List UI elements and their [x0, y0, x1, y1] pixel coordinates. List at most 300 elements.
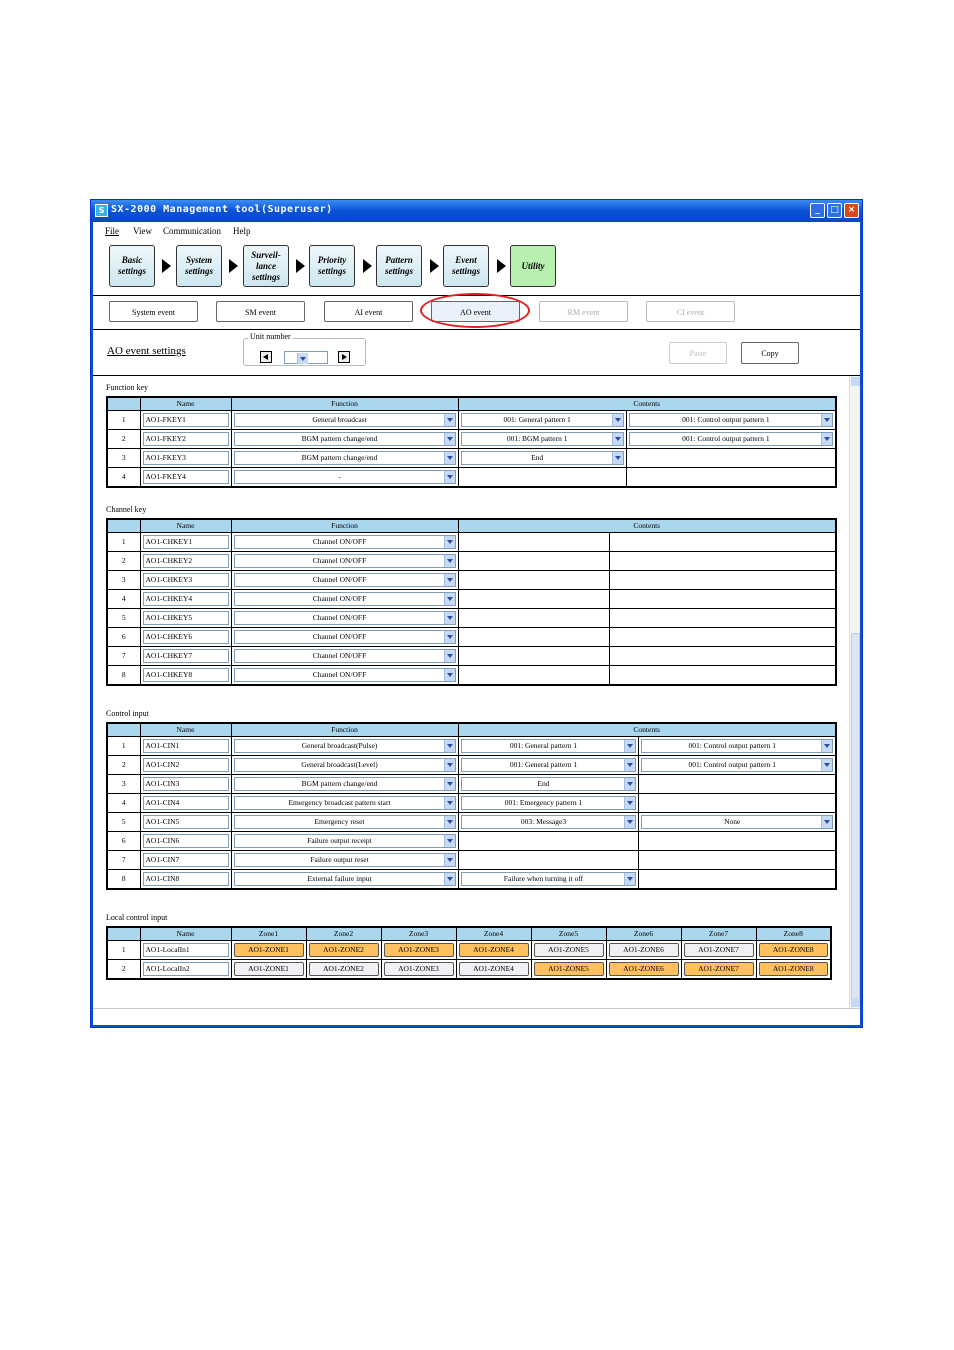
row-number: 1: [107, 736, 140, 755]
chevron-down-icon: [612, 452, 623, 464]
function-select[interactable]: General broadcast: [234, 413, 456, 427]
function-select[interactable]: Channel ON/OFF: [234, 611, 456, 625]
table-row: [107, 551, 836, 570]
zone-toggle-button[interactable]: AO1-ZONE3: [384, 943, 454, 957]
col-contents: Contents: [458, 519, 836, 532]
name-input[interactable]: AO1-FKEY1: [143, 413, 229, 427]
contents-select-2[interactable]: 001: Control output pattern 1: [629, 413, 833, 427]
contents-cell-2: [626, 410, 836, 429]
vertical-scrollbar[interactable]: [849, 376, 860, 1008]
contents-select-1[interactable]: 001: Emergency pattern 1: [461, 796, 637, 810]
section-function-key: Function key: [106, 383, 148, 392]
tab-ai-event[interactable]: AI event: [324, 301, 413, 322]
name-cell: [140, 532, 231, 551]
name-cell: [140, 627, 231, 646]
row-number: 2: [107, 429, 140, 448]
name-input[interactable]: AO1-CHKEY8: [143, 668, 229, 682]
contents-cell-1: [458, 570, 609, 589]
contents-cell-1: [458, 410, 626, 429]
name-cell: [140, 410, 231, 429]
name-input[interactable]: AO1-CHKEY7: [143, 649, 229, 663]
tab-system-event[interactable]: System event: [109, 301, 198, 322]
zone-cell: [606, 959, 681, 979]
contents-select-1[interactable]: 001: BGM pattern 1: [461, 432, 624, 446]
col-name: Name: [140, 397, 231, 410]
function-cell: [231, 570, 458, 589]
settings-bar: [93, 330, 860, 376]
name-input[interactable]: AO1-CHKEY1: [143, 535, 229, 549]
zone-toggle-button[interactable]: AO1-ZONE8: [759, 962, 829, 976]
step-pattern-settings[interactable]: Pattern settings: [376, 245, 422, 287]
paste-button[interactable]: Paste: [669, 342, 727, 364]
maximize-button[interactable]: □: [827, 203, 842, 218]
name-input[interactable]: AO1-CIN2: [143, 758, 229, 772]
chevron-down-icon: [444, 797, 455, 809]
table-row: [107, 410, 836, 429]
menu-communication[interactable]: Communication: [163, 226, 221, 236]
function-select[interactable]: -: [234, 470, 456, 484]
row-number: 4: [107, 793, 140, 812]
name-cell: [140, 551, 231, 570]
function-cell: [231, 608, 458, 627]
table-row: [107, 774, 836, 793]
table-row: [107, 793, 836, 812]
contents-cell-2: [609, 608, 836, 627]
table-row: [107, 959, 831, 979]
col-zone: Zone1: [231, 927, 306, 940]
chevron-down-icon: [444, 433, 455, 445]
function-select[interactable]: Channel ON/OFF: [234, 535, 456, 549]
name-input[interactable]: AO1-CHKEY6: [143, 630, 229, 644]
contents-cell-2: [609, 646, 836, 665]
client-area: [93, 222, 860, 1025]
workflow-steps: [93, 239, 860, 296]
row-number: 8: [107, 665, 140, 685]
contents-cell-2: [639, 869, 836, 889]
function-cell: [231, 850, 458, 869]
row-number: 3: [107, 570, 140, 589]
name-input[interactable]: AO1-CHKEY2: [143, 554, 229, 568]
contents-select-2[interactable]: 001: Control output pattern 1: [629, 432, 833, 446]
arrow-right-icon: [162, 259, 171, 273]
contents-select-1[interactable]: 003: Message3: [461, 815, 637, 829]
function-select[interactable]: Channel ON/OFF: [234, 668, 456, 682]
contents-cell-2: [639, 831, 836, 850]
contents-cell-2: [639, 736, 836, 755]
copy-button[interactable]: Copy: [741, 342, 799, 364]
zone-toggle-button[interactable]: AO1-ZONE2: [309, 943, 379, 957]
zone-toggle-button[interactable]: AO1-ZONE5: [534, 943, 604, 957]
contents-cell-2: [609, 570, 836, 589]
row-number: 7: [107, 646, 140, 665]
chevron-down-icon: [444, 740, 455, 752]
function-select[interactable]: Emergency reset: [234, 815, 456, 829]
contents-select-1[interactable]: End: [461, 777, 637, 791]
step-utility[interactable]: Utility: [510, 245, 556, 287]
function-cell: [231, 646, 458, 665]
col-zone: Zone2: [306, 927, 381, 940]
table-row: [107, 940, 831, 959]
function-cell: [231, 831, 458, 850]
function-cell: [231, 774, 458, 793]
arrow-right-icon: [363, 259, 372, 273]
contents-cell-2: [609, 532, 836, 551]
col-zone: Zone3: [381, 927, 456, 940]
name-input[interactable]: AO1-LocalIn1: [143, 943, 229, 957]
local-control-table: [106, 926, 832, 980]
control-input-table: [106, 722, 837, 890]
name-input[interactable]: AO1-CIN6: [143, 834, 229, 848]
function-cell: [231, 812, 458, 831]
contents-cell-1: [458, 589, 609, 608]
arrow-right-icon: [497, 259, 506, 273]
name-input[interactable]: AO1-FKEY2: [143, 432, 229, 446]
zone-toggle-button[interactable]: AO1-ZONE1: [234, 943, 304, 957]
row-number: 2: [107, 755, 140, 774]
row-number: 1: [107, 940, 140, 959]
contents-cell-1: [458, 551, 609, 570]
table-header: [107, 723, 836, 736]
highlight-ring: [420, 293, 530, 328]
chevron-down-icon: [444, 669, 455, 681]
minimize-button[interactable]: _: [810, 203, 825, 218]
chevron-down-icon: [444, 650, 455, 662]
name-input[interactable]: AO1-CIN4: [143, 796, 229, 810]
function-select[interactable]: Channel ON/OFF: [234, 630, 456, 644]
function-cell: [231, 467, 458, 487]
title-bar[interactable]: [91, 200, 862, 222]
zone-cell: [756, 959, 831, 979]
tab-ci-event[interactable]: CI event: [646, 301, 735, 322]
name-cell: [140, 869, 231, 889]
contents-select-1[interactable]: 001: General pattern 1: [461, 739, 637, 753]
chevron-down-icon: [821, 740, 832, 752]
chevron-down-icon: [821, 759, 832, 771]
row-number: 1: [107, 532, 140, 551]
table-row: [107, 831, 836, 850]
col-function: Function: [231, 397, 458, 410]
arrow-right-icon: [229, 259, 238, 273]
name-cell: [140, 448, 231, 467]
name-input[interactable]: AO1-CHKEY5: [143, 611, 229, 625]
name-cell: [140, 608, 231, 627]
contents-cell-1: [458, 812, 639, 831]
contents-cell-2: [609, 627, 836, 646]
name-input[interactable]: AO1-CHKEY4: [143, 592, 229, 606]
unit-number-select[interactable]: [284, 351, 328, 364]
name-cell: [140, 467, 231, 487]
col-no: [107, 397, 140, 410]
name-input[interactable]: AO1-CIN8: [143, 872, 229, 886]
tab-ao-event[interactable]: AO event: [431, 301, 520, 322]
arrow-right-icon: [430, 259, 439, 273]
zone-toggle-button[interactable]: AO1-ZONE6: [609, 943, 679, 957]
chevron-down-icon: [444, 873, 455, 885]
contents-cell-1: [458, 429, 626, 448]
row-number: 8: [107, 869, 140, 889]
col-name: Name: [140, 927, 231, 940]
table-header: [107, 397, 836, 410]
section-channel-key: Channel key: [106, 505, 147, 514]
function-select[interactable]: Failure output reset: [234, 853, 456, 867]
table-row: [107, 627, 836, 646]
col-name: Name: [140, 723, 231, 736]
function-select[interactable]: Failure output receipt: [234, 834, 456, 848]
step-event-settings[interactable]: Event settings: [443, 245, 489, 287]
table-row: [107, 755, 836, 774]
contents-select-2[interactable]: 001: Control output pattern 1: [641, 739, 833, 753]
chevron-down-icon: [821, 414, 832, 426]
zone-toggle-button[interactable]: AO1-ZONE5: [534, 962, 604, 976]
col-name: Name: [140, 519, 231, 532]
table-row: [107, 736, 836, 755]
contents-cell-1: [458, 736, 639, 755]
function-cell: [231, 532, 458, 551]
function-select[interactable]: BGM pattern change/end: [234, 777, 456, 791]
step-system-settings[interactable]: System settings: [176, 245, 222, 287]
row-number: 3: [107, 774, 140, 793]
contents-cell-1: [458, 448, 626, 467]
zone-cell: [381, 940, 456, 959]
name-input[interactable]: AO1-CIN1: [143, 739, 229, 753]
contents-cell-1: [458, 467, 626, 487]
zone-cell: [231, 959, 306, 979]
function-select[interactable]: General broadcast(Pulse): [234, 739, 456, 753]
contents-cell-2: [626, 467, 836, 487]
name-input[interactable]: AO1-CIN3: [143, 777, 229, 791]
name-input[interactable]: AO1-FKEY4: [143, 470, 229, 484]
contents-cell-1: [458, 755, 639, 774]
window-title: SX-2000 Management tool(Superuser): [111, 204, 333, 215]
contents-cell-1: [458, 793, 639, 812]
name-cell: [140, 959, 231, 979]
zone-toggle-button[interactable]: AO1-ZONE4: [459, 943, 529, 957]
function-cell: [231, 869, 458, 889]
unit-prev-button[interactable]: [260, 351, 272, 363]
settings-content: [93, 376, 849, 1008]
function-cell: [231, 755, 458, 774]
tab-sm-event[interactable]: SM event: [216, 301, 305, 322]
col-function: Function: [231, 723, 458, 736]
zone-toggle-button[interactable]: AO1-ZONE2: [309, 962, 379, 976]
col-function: Function: [231, 519, 458, 532]
function-select[interactable]: Channel ON/OFF: [234, 554, 456, 568]
contents-select-1[interactable]: End: [461, 451, 624, 465]
table-row: [107, 429, 836, 448]
row-number: 1: [107, 410, 140, 429]
name-input[interactable]: AO1-CHKEY3: [143, 573, 229, 587]
row-number: 6: [107, 831, 140, 850]
menu-view[interactable]: View: [133, 226, 152, 236]
col-zone: Zone7: [681, 927, 756, 940]
step-basic-settings[interactable]: Basic settings: [109, 245, 155, 287]
chevron-down-icon: [624, 778, 635, 790]
contents-cell-1: [458, 850, 639, 869]
function-key-table: [106, 396, 837, 488]
contents-cell-1: [458, 774, 639, 793]
contents-cell-1: [458, 646, 609, 665]
name-cell: [140, 429, 231, 448]
chevron-down-icon: [821, 816, 832, 828]
contents-cell-2: [609, 665, 836, 685]
chevron-down-icon: [444, 778, 455, 790]
function-cell: [231, 448, 458, 467]
zone-cell: [456, 959, 531, 979]
name-cell: [140, 850, 231, 869]
app-icon: S: [95, 204, 108, 217]
col-zone: Zone8: [756, 927, 831, 940]
unit-number-group: [243, 332, 366, 366]
chevron-down-icon: [821, 433, 832, 445]
zone-cell: [306, 940, 381, 959]
name-cell: [140, 589, 231, 608]
chevron-down-icon: [444, 452, 455, 464]
step-priority-settings[interactable]: Priority settings: [309, 245, 355, 287]
step-surveillance-settings[interactable]: Surveil-lance settings: [243, 245, 289, 287]
chevron-down-icon: [444, 536, 455, 548]
menu-bar: [93, 222, 860, 238]
zone-cell: [681, 959, 756, 979]
name-input[interactable]: AO1-CIN7: [143, 853, 229, 867]
zone-toggle-button[interactable]: AO1-ZONE3: [384, 962, 454, 976]
name-cell: [140, 570, 231, 589]
col-contents: Contents: [458, 723, 836, 736]
contents-cell-2: [626, 429, 836, 448]
function-select[interactable]: General broadcast(Level): [234, 758, 456, 772]
status-bar: [93, 1008, 860, 1025]
function-select[interactable]: External failure input: [234, 872, 456, 886]
row-number: 4: [107, 467, 140, 487]
chevron-down-icon: [444, 574, 455, 586]
table-row: [107, 532, 836, 551]
zone-toggle-button[interactable]: AO1-ZONE7: [684, 962, 754, 976]
name-cell: [140, 831, 231, 850]
contents-select-1[interactable]: 001: General pattern 1: [461, 413, 624, 427]
function-select[interactable]: Channel ON/OFF: [234, 573, 456, 587]
channel-key-table: [106, 518, 837, 686]
table-row: [107, 850, 836, 869]
col-zone: Zone6: [606, 927, 681, 940]
menu-file[interactable]: File: [105, 226, 120, 236]
name-cell: [140, 812, 231, 831]
scroll-down-icon[interactable]: [851, 998, 860, 1007]
name-input[interactable]: AO1-LocalIn2: [143, 962, 229, 976]
contents-cell-2: [639, 774, 836, 793]
contents-cell-1: [458, 532, 609, 551]
zone-cell: [381, 959, 456, 979]
chevron-down-icon: [297, 353, 308, 364]
menu-help[interactable]: Help: [233, 226, 251, 236]
row-number: 7: [107, 850, 140, 869]
contents-select-2[interactable]: None: [641, 815, 833, 829]
unit-number-label: Unit number: [250, 332, 291, 341]
chevron-down-icon: [624, 759, 635, 771]
contents-cell-1: [458, 608, 609, 627]
col-contents: Contents: [458, 397, 836, 410]
row-number: 3: [107, 448, 140, 467]
function-cell: [231, 429, 458, 448]
function-cell: [231, 665, 458, 685]
chevron-down-icon: [444, 816, 455, 828]
contents-cell-2: [626, 448, 836, 467]
table-row: [107, 570, 836, 589]
arrow-right-icon: [296, 259, 305, 273]
table-row: [107, 589, 836, 608]
unit-next-button[interactable]: [338, 351, 350, 363]
function-cell: [231, 627, 458, 646]
contents-select-1[interactable]: 001: General pattern 1: [461, 758, 637, 772]
name-cell: [140, 793, 231, 812]
name-cell: [140, 940, 231, 959]
zone-cell: [606, 940, 681, 959]
row-number: 2: [107, 959, 140, 979]
chevron-down-icon: [444, 835, 455, 847]
close-button[interactable]: ×: [844, 203, 859, 218]
name-input[interactable]: AO1-FKEY3: [143, 451, 229, 465]
contents-cell-1: [458, 869, 639, 889]
chevron-down-icon: [444, 593, 455, 605]
scroll-thumb[interactable]: [851, 633, 860, 1003]
tab-rm-event[interactable]: RM event: [539, 301, 628, 322]
function-cell: [231, 551, 458, 570]
function-select[interactable]: BGM pattern change/end: [234, 432, 456, 446]
name-cell: [140, 736, 231, 755]
function-select[interactable]: Channel ON/OFF: [234, 592, 456, 606]
table-header: [107, 519, 836, 532]
zone-toggle-button[interactable]: AO1-ZONE6: [609, 962, 679, 976]
section-local-control-input: Local control input: [106, 913, 168, 922]
function-cell: [231, 793, 458, 812]
function-select[interactable]: Channel ON/OFF: [234, 649, 456, 663]
function-select[interactable]: Emergency broadcast pattern start: [234, 796, 456, 810]
col-no: [107, 519, 140, 532]
table-header: [107, 927, 831, 940]
zone-toggle-button[interactable]: AO1-ZONE8: [759, 943, 829, 957]
scroll-up-icon[interactable]: [851, 377, 860, 386]
table-row: [107, 812, 836, 831]
chevron-down-icon: [444, 854, 455, 866]
contents-select-2[interactable]: 001: Control output pattern 1: [641, 758, 833, 772]
row-number: 2: [107, 551, 140, 570]
function-cell: [231, 736, 458, 755]
table-row: [107, 646, 836, 665]
zone-toggle-button[interactable]: AO1-ZONE1: [234, 962, 304, 976]
zone-toggle-button[interactable]: AO1-ZONE7: [684, 943, 754, 957]
row-number: 6: [107, 627, 140, 646]
col-zone: Zone4: [456, 927, 531, 940]
zone-cell: [531, 940, 606, 959]
app-window: [90, 199, 863, 1028]
name-input[interactable]: AO1-CIN5: [143, 815, 229, 829]
function-select[interactable]: BGM pattern change/end: [234, 451, 456, 465]
table-row: [107, 665, 836, 685]
chevron-down-icon: [624, 873, 635, 885]
row-number: 5: [107, 608, 140, 627]
contents-cell-1: [458, 831, 639, 850]
chevron-down-icon: [624, 816, 635, 828]
contents-cell-1: [458, 665, 609, 685]
zone-cell: [531, 959, 606, 979]
chevron-down-icon: [444, 414, 455, 426]
chevron-down-icon: [444, 631, 455, 643]
table-row: [107, 869, 836, 889]
zone-toggle-button[interactable]: AO1-ZONE4: [459, 962, 529, 976]
chevron-down-icon: [612, 433, 623, 445]
chevron-down-icon: [444, 759, 455, 771]
table-row: [107, 608, 836, 627]
contents-select-1[interactable]: Failure when turning it off: [461, 872, 637, 886]
contents-cell-2: [639, 812, 836, 831]
